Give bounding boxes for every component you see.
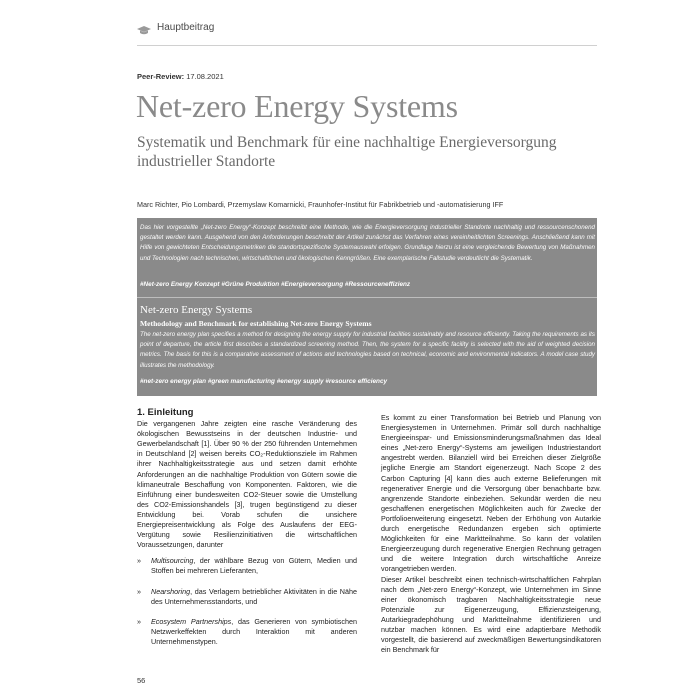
body-paragraph: Dieser Artikel beschreibt einen technisch-wirtschaftlichen Fahrplan nach dem „Net-zero Energy“-Konzept, wie Unternehmen im Sinne einer ökonomisch tragbaren Nachhaltigkeitsstrategie neue Potenziale zur Eigenerzeugung, Effizienzsteigerung, Autarkiegradерhöhung und Marktteilnahme identifizieren und nutzbar machen können. Es wird eine adaptierbare Methodik vorgestellt, die basierend auf zweckmäßigen Bewertungsindikatoren ein Benchmark für	[381, 574, 601, 655]
bullet-term: Multisourcing	[151, 556, 194, 566]
abstract-divider	[137, 297, 597, 298]
body-paragraph: Es kommt zu einer Transformation bei Betrieb und Planung von Energiesystemen in Unternehmen. Primär soll durch nachhaltige Energieeinspar- und Emissionsminderungsmaßnahmen das Ideal eines „Net-zero Energy“-Systems am jeweiligen Industriestandort angestrebt werden. Bilanziell wird bei Erreichen dieser Zielgröße jegliche Energie am Standort eigenerzeugt. Nach Scope 2 des Carbon Capturing [4] kann dies auch externe Belieferungen mit regenerativer Energie und die Versorgung über benachbarte bzw. angrenzende Standorte einbeziehen. Sekundär werden die neu geschaffenen energetischen Möglichkeiten auch für Zwecke der Portfolioerweiterung eingesetzt. Neben der Erhöhung von Autarkie durch energetische Redundanzen ergeben sich optimierte Möglichkeiten für eine Marktteilnahme. So kann der volatilen Energieerzeugung durch regenerative Energien Rechnung getragen und die weitere Integration durch wirtschaftliche Anreize vorangetrieben werden.	[381, 413, 601, 574]
peer-review-date: 17.08.2021	[186, 72, 224, 81]
english-subtitle: Methodology and Benchmark for establishing Net-zero Energy Systems	[140, 319, 372, 328]
page-number: 56	[137, 676, 146, 685]
right-column	[381, 413, 601, 655]
abstract-box	[137, 218, 597, 396]
bullet-mark: »	[137, 616, 141, 626]
list-item	[137, 617, 357, 647]
keywords-german: #Net-zero Energy Konzept #Grüne Produktion #Energieversorgung #Ressourceneffizienz	[140, 281, 411, 288]
section-label: Hauptbeitrag	[157, 22, 215, 33]
bullet-mark: »	[137, 586, 141, 596]
english-title: Net-zero Energy Systems	[140, 304, 253, 316]
peer-review-line	[137, 72, 224, 81]
bullet-mark: »	[137, 556, 141, 566]
bullet-list	[137, 556, 357, 647]
bullet-text: , der wählbare Bezug von Gütern, Medien und Stoffen bei mehreren Lieferanten,	[151, 556, 357, 576]
graduation-cap-icon	[137, 23, 151, 33]
article-subtitle: Systematik und Benchmark für eine nachhaltige Energieversorgung industrieller Standorte	[137, 134, 557, 170]
section-heading: 1. Einleitung	[137, 407, 194, 418]
keywords-english: #net-zero energy plan #green manufacturing #energy supply #resource efficiency	[140, 378, 388, 385]
header-divider	[137, 45, 597, 46]
section-header	[137, 22, 214, 33]
bullet-term: Nearshoring	[151, 586, 191, 596]
bullet-term: Ecosystem Partnerships	[151, 616, 232, 626]
intro-paragraph: Die vergangenen Jahre zeigten eine rasche Veränderung des ökologischen Bewusstseins in der deutschen Industrie- und Gewerbelandschaft [1]. Über 90 % der 250 führenden Unternehmen in Deutschland [2] weisen bereits CO₂-Reduktionsziele im Rahmen ihrer Nachhaltigkeitsstrategie aus und setzen damit erhöhte Anforderungen an die nachhaltige Produktion von Gütern sowie die klimaneutrale Beschaffung von Komponenten. Faktoren, wie die Einführung einer bundesweiten CO2-Steuer sowie die Umstellung des CO2-Emissionshandels [3], trugen begünstigend zu dieser Entwicklung bei. Vorab schufen die unsichere Energiepreisentwicklung als Folge des Auslaufens der EEG-Vergütung sowie Resilienzinitiativen die wirtschaftlichen Voraussetzungen, darunter	[137, 419, 357, 550]
bullet-text: , das Generieren von symbiotischen Netzwerkeffekten durch Interaktion mit anderen Unternehmenstypen.	[151, 616, 357, 646]
abstract-german: Das hier vorgestellte „Net-zero Energy“-Konzept beschreibt eine Methode, wie die Energieversorgung industrieller Standorte nachhaltig und ressourcenschonend gestaltet werden kann. Ausgehend von den Anforderungen beschreibt der Artikel zunächst das Verfahren eines vereinheitlichten Screenings. Anschließend kann mit Hilfe von gewichteten Entscheidungsmetriken die standortspezifische Systemauswahl erfolgen. Grundlage hierzu ist eine vergleichende Bewertung von Maßnahmen und Technologien nach technischen, wirtschaftlichen und ökologischen Kenngrößen. Eine exemplarische Fallstudie verdeutlicht die Systematik.	[140, 224, 595, 262]
left-column	[137, 408, 357, 657]
article-title: Net-zero Energy Systems	[136, 88, 458, 124]
bullet-text: , das Verlagern betrieblicher Aktivitäten in die Nähe des Unternehmensstandorts, und	[151, 586, 357, 606]
list-item	[137, 587, 357, 607]
peer-review-label: Peer-Review:	[137, 72, 185, 81]
abstract-english: The net-zero energy plan specifies a method for designing the energy supply for industrial facilities sustainably and resource efficiently. Taking the requirements as its point of departure, the article first describes a standardized screening method. Then, the system for a specific facility is selected with the aid of weighted decision metrics. The basis for this is a comparative assessment of actions and technologies based on technical, economic and environmental indicators. A model case study illustrates the methodology.	[140, 331, 595, 369]
list-item	[137, 556, 357, 576]
author-line: Marc Richter, Pio Lombardi, Przemyslaw Komarnicki, Fraunhofer-Institut für Fabrikbetrieb und -automatisierung IFF	[137, 200, 504, 209]
